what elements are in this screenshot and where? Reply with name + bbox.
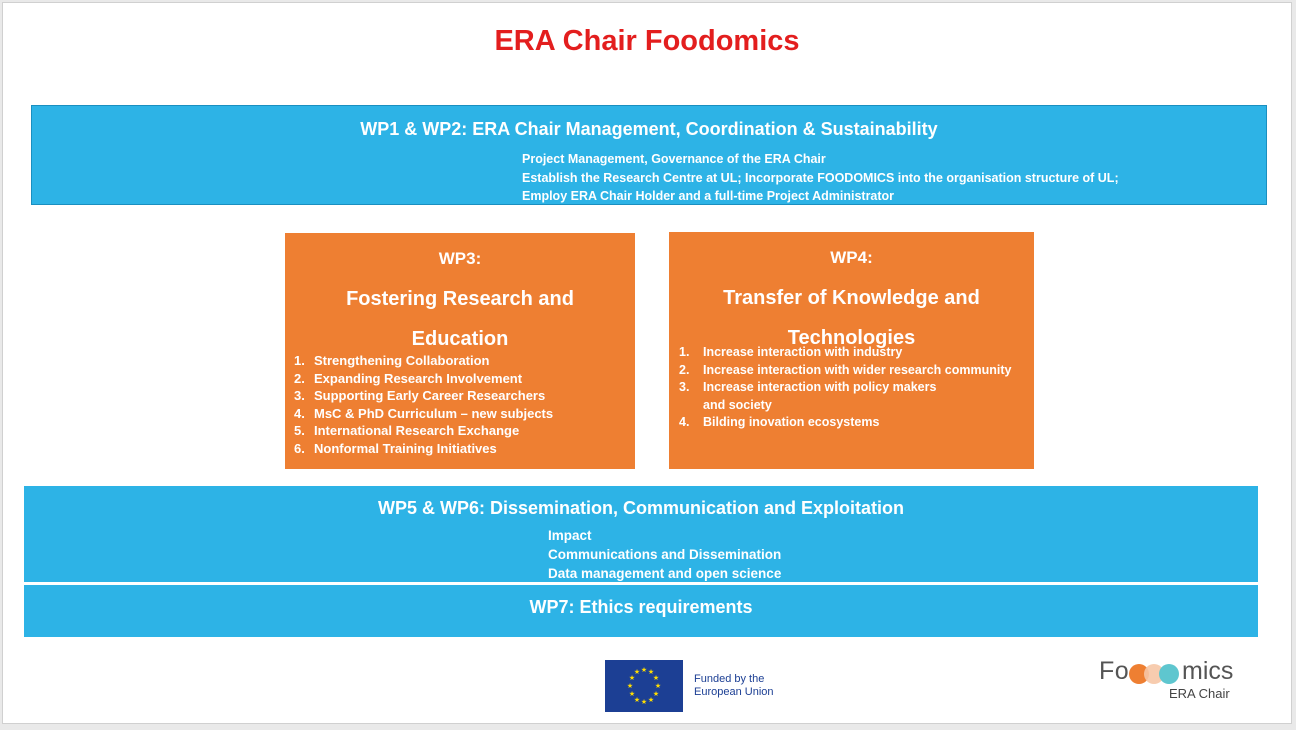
page-title: ERA Chair Foodomics xyxy=(494,25,800,57)
wp4-label: WP4: xyxy=(830,248,873,267)
item-number: 1. xyxy=(679,345,690,359)
svg-text:★: ★ xyxy=(628,674,636,682)
item-text: Expanding Research Involvement xyxy=(314,370,523,386)
logo-prefix: Fo xyxy=(1099,657,1130,685)
svg-text:★: ★ xyxy=(652,674,660,682)
svg-text:★: ★ xyxy=(633,668,641,676)
list-item xyxy=(294,387,553,405)
wp4-list xyxy=(679,344,1011,432)
svg-text:★: ★ xyxy=(626,682,634,690)
list-item: Communications and Dissemination xyxy=(548,547,782,562)
wp3-list xyxy=(294,352,553,457)
logo-subtitle: ERA Chair xyxy=(1169,686,1230,701)
wp12-box xyxy=(31,105,1267,205)
list-item xyxy=(294,440,553,458)
wp4-box xyxy=(669,232,1034,469)
svg-text:★: ★ xyxy=(640,666,648,674)
svg-text:★: ★ xyxy=(647,668,655,676)
list-item xyxy=(294,422,553,440)
item-text: Bilding inovation ecosystems xyxy=(703,415,880,429)
list-item: Employ ERA Chair Holder and a full-time Project Administrator xyxy=(522,189,895,203)
wp56-title: WP5 & WP6: Dissemination, Communication and Exploitation xyxy=(377,498,905,518)
list-item: Project Management, Governance of the ERA Chair xyxy=(522,152,826,166)
list-item xyxy=(679,362,1011,380)
wp3-label: WP3: xyxy=(438,249,482,268)
eu-text-line1: Funded by the xyxy=(694,673,765,685)
foodomics-logo xyxy=(1099,655,1249,707)
item-text: MsC & PhD Curriculum – new subjects xyxy=(314,405,554,421)
list-item xyxy=(294,370,553,388)
list-item: Data management and open science xyxy=(548,566,782,581)
item-text: and society xyxy=(703,397,772,412)
svg-text:★: ★ xyxy=(640,698,648,706)
svg-text:★: ★ xyxy=(647,696,655,704)
list-item-continuation xyxy=(679,397,1011,415)
item-text: Increase interaction with wider research community xyxy=(703,362,1012,377)
wp3-box xyxy=(285,233,635,469)
item-number: 1. xyxy=(294,353,305,368)
item-text: Supporting Early Career Researchers xyxy=(314,388,546,403)
svg-text:★: ★ xyxy=(654,682,662,690)
eu-funding-text xyxy=(694,673,834,699)
wp56-box xyxy=(24,486,1258,582)
list-item: Impact xyxy=(548,528,592,543)
wp4-title-line1: Transfer of Knowledge and xyxy=(723,287,980,309)
eu-text-line2: European Union xyxy=(694,686,774,698)
item-text: Strengthening Collaboration xyxy=(314,353,490,368)
wp7-box xyxy=(24,585,1258,637)
item-number: 3. xyxy=(294,388,305,403)
item-number: 4. xyxy=(294,405,305,421)
item-number: 2. xyxy=(679,362,690,377)
eu-flag-icon xyxy=(605,660,683,712)
item-number: 3. xyxy=(679,380,690,394)
item-number: 6. xyxy=(294,440,305,456)
list-item xyxy=(679,414,1011,432)
list-item xyxy=(294,352,553,370)
wp12-title: WP1 & WP2: ERA Chair Management, Coordination & Sustainability xyxy=(360,119,938,139)
list-item xyxy=(679,344,1011,362)
svg-text:★: ★ xyxy=(628,690,636,698)
svg-text:★: ★ xyxy=(633,696,641,704)
wp12-list xyxy=(522,150,1119,206)
item-text: Increase interaction with industry xyxy=(703,345,903,359)
list-item xyxy=(294,405,553,423)
wp3-title-line1: Fostering Research and xyxy=(346,288,574,310)
logo-suffix: mics xyxy=(1182,657,1234,685)
wp7-title: WP7: Ethics requirements xyxy=(529,597,753,617)
item-text: Nonformal Training Initiatives xyxy=(314,440,497,456)
list-item: Establish the Research Centre at UL; Incorporate FOODOMICS into the organisation structure of UL; xyxy=(522,170,1119,185)
wp3-title-line2: Education xyxy=(411,328,509,350)
item-text: International Research Exchange xyxy=(314,423,520,438)
wp4-title-line2: Technologies xyxy=(787,327,916,349)
list-item xyxy=(679,379,1011,397)
wp56-list xyxy=(548,526,781,583)
item-number: 5. xyxy=(294,423,305,438)
item-number: 2. xyxy=(294,370,305,386)
logo-dots-icon xyxy=(1127,661,1181,687)
svg-text:★: ★ xyxy=(652,690,660,698)
slide xyxy=(2,2,1292,724)
item-number: 4. xyxy=(679,415,690,429)
item-text: Increase interaction with policy makers xyxy=(703,380,937,394)
